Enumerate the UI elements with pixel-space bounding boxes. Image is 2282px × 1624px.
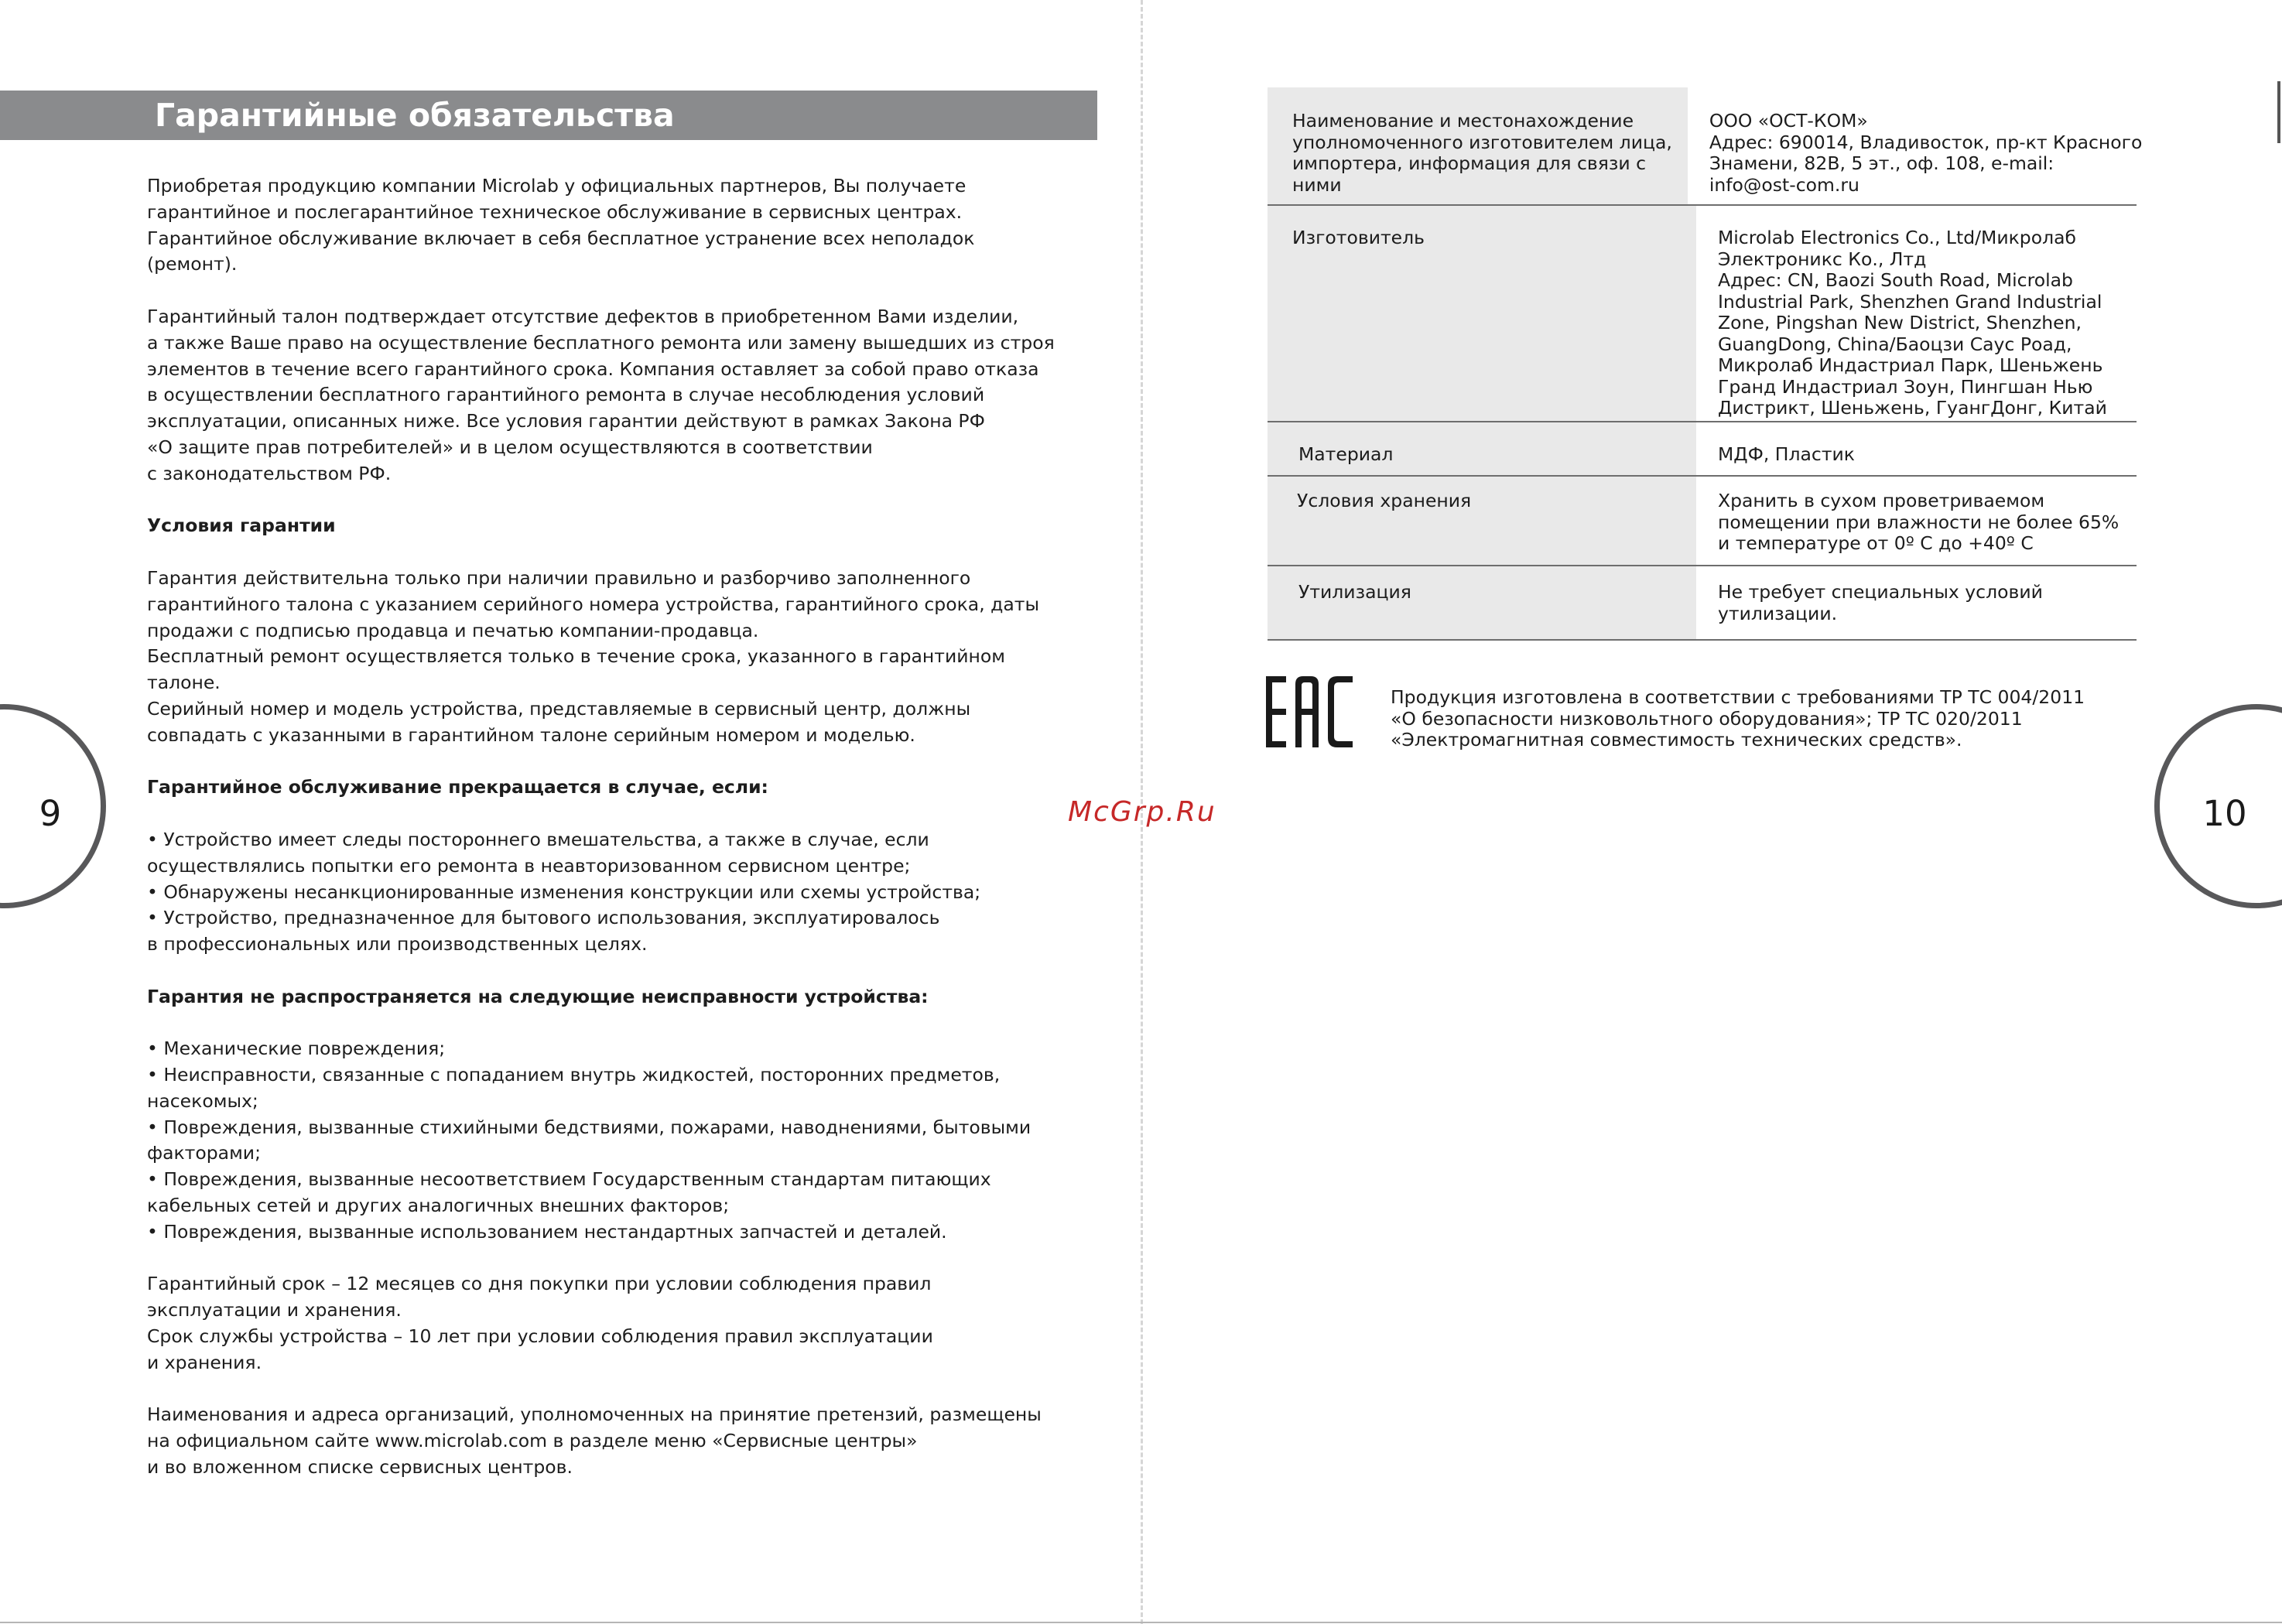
paragraph [147,566,1040,749]
text-line: Industrial Park, Shenzhen Grand Industrial [1718,290,2102,313]
eac-compliance-statement [1391,687,2133,751]
text-line: Адрес: CN, Baozi South Road, Microlab [1718,269,2073,291]
text-line: Электроникс Ко., Лтд [1718,248,1927,270]
table-label-cell [1268,206,1696,421]
row-material [1268,422,2137,477]
text-line: Дистрикт, Шеньжень, ГуангДонг, Китай [1718,397,2107,419]
text-line: Гарантия не распространяется на следующие неисправности устройства: [147,985,929,1007]
table-value-cell [1696,477,2137,565]
text-line: Приобретая продукцию компании Microlab у официальных партнеров, Вы получаете [147,175,967,197]
paragraph [147,1036,1037,1245]
page-number-left: 9 [39,793,62,834]
text-line: элементов в течение всего гарантийного срока. Компания оставляет за собой право отказа [147,357,1039,380]
text-line: • Механические повреждения; [147,1038,446,1060]
text-line: насекомых; [147,1089,258,1112]
product-info-table [1268,87,2143,641]
text-line: Гарантийное обслуживание прекращается в случае, если: [147,776,768,798]
text-line: ООО «ОСТ-КОМ» [1709,110,1868,132]
text-line: ними [1292,173,1342,196]
text-line: • Повреждения, вызванные стихийными бедствиями, пожарами, наводнениями, бытовыми [147,1116,1032,1138]
text-line: Материал [1298,443,1394,465]
text-line: Microlab Electronics Co., Ltd/Микролаб [1718,227,2076,248]
text-line: в осуществлении бесплатного гарантийного ремонта в случае несоблюдения условий [147,384,985,406]
edge-mark [2277,81,2280,143]
text-line: Адрес: 690014, Владивосток, пр-кт Красного [1709,131,2143,153]
text-line: факторами; [147,1142,261,1164]
text-line: и хранения. [147,1351,262,1373]
text-line: • Повреждения, вызванные несоответствием Государственным стандартам питающих [147,1168,991,1191]
text-line: в профессиональных или производственных целях. [147,933,648,956]
paragraph [147,1271,1037,1376]
text-line: осуществлялись попытки его ремонта в неавторизованном сервисном центре; [147,854,911,877]
table-label-cell [1268,566,1696,639]
text-line: info@ost-com.ru [1709,173,1859,196]
table-value-cell [1696,566,2137,639]
text-line: импортера, информация для связи с [1292,152,1647,174]
text-line: а также Ваше право на осуществление бесплатного ремонта или замену вышедших из строя [147,331,1055,354]
section-title: Гарантийные обязательства [155,97,675,134]
paragraph [147,827,1037,958]
text-line: «О защите прав потребителей» и в целом осуществляются в соответствии [147,436,873,458]
table-label-cell [1268,422,1696,475]
section-subheading [147,984,1037,1010]
watermark-link[interactable]: McGrp.Ru [1068,796,1216,828]
text-line: продажи с подписью продавца и печатью компании-продавца. [147,619,759,641]
text-line: Срок службы устройства – 10 лет при условии соблюдения правил эксплуатации [147,1325,933,1348]
text-line: Наименование и местонахождение [1292,110,1634,132]
text-line: Условия хранения [1297,490,1472,511]
table-value-cell [1696,422,2137,475]
text-line: на официальном сайте www.microlab.com в разделе меню «Сервисные центры» [147,1430,918,1452]
table-value-cell [1688,87,2143,204]
text-line: гарантийное и послегарантийное техническое обслуживание в сервисных центрах. [147,200,963,223]
bottom-rule [0,1622,2282,1623]
text-line: Продукция изготовлена в соответствии с требованиями ТР ТС 004/2011 [1391,686,2085,708]
text-line: Гарантийный срок – 12 месяцев со дня покупки при условии соблюдения правил [147,1273,932,1295]
text-line: • Обнаружены несанкционированные изменения конструкции или схемы устройства; [147,880,981,903]
section-subheading [147,774,1037,801]
row-storage-conditions [1268,477,2137,566]
text-line: «Электромагнитная совместимость технических средств». [1391,729,1962,750]
table-label-cell [1268,87,1688,204]
text-line: • Устройство, предназначенное для бытового использования, эксплуатировалось [147,907,940,929]
text-line: гарантийного талона с указанием серийного номера устройства, гарантийного срока, даты [147,593,1040,615]
text-line: Хранить в сухом проветриваемом [1718,490,2045,511]
text-line: Микролаб Индастриал Парк, Шеньжень [1718,354,2103,376]
text-line: МДФ, Пластик [1718,443,1855,465]
text-line: кабельных сетей и других аналогичных внешних факторов; [147,1195,730,1217]
paragraph [147,304,1055,487]
text-line: (ремонт). [147,253,238,275]
text-line: помещении при влажности не более 65% [1718,511,2119,533]
paragraph [147,1402,1042,1480]
text-line: Знамени, 82В, 5 эт., оф. 108, e-mail: [1709,152,2054,174]
text-line: уполномоченного изготовителем лица, [1292,131,1672,153]
text-line: утилизации. [1718,602,1838,624]
text-line: эксплуатации и хранения. [147,1299,402,1321]
text-line: Zone, Pingshan New District, Shenzhen, [1718,312,2082,333]
text-line: Изготовитель [1292,227,1425,248]
paragraph [147,173,1037,278]
text-line: • Неисправности, связанные с попаданием внутрь жидкостей, посторонних предметов, [147,1064,1001,1086]
eac-logo-icon [1266,676,1353,747]
text-line: Гарантийный талон подтверждает отсутствие дефектов в приобретенном Вами изделии, [147,305,1019,327]
text-line: Бесплатный ремонт осуществляется только в течение срока, указанного в гарантийном [147,645,1005,668]
text-line: Условия гарантии [147,515,336,537]
text-line: Гранд Индастриал Зоун, Пингшан Нью [1718,375,2093,398]
row-disposal [1268,566,2137,641]
text-line: совпадать с указанными в гарантийном талоне серийным номером и моделью. [147,723,915,746]
table-label-cell [1268,477,1696,565]
text-line: и температуре от 0º С до +40º С [1718,532,2034,554]
warranty-body-text [147,173,1055,1507]
text-line: Не требует специальных условий [1718,581,2043,603]
row-manufacturer [1268,206,2137,422]
text-line: Утилизация [1298,581,1411,603]
section-header-band [0,91,1097,140]
text-line: «О безопасности низковольтного оборудования»; ТР ТС 020/2011 [1391,707,2023,730]
text-line: Гарантия действительна только при наличии правильно и разборчиво заполненного [147,566,971,589]
text-line: Наименования и адреса организаций, уполномоченных на принятие претензий, размещены [147,1403,1042,1426]
text-line: GuangDong, China/Баоцзи Саус Роад, [1718,333,2072,355]
text-line: Гарантийное обслуживание включает в себя бесплатное устранение всех неполадок [147,227,975,249]
row-authorized-representative [1268,87,2143,206]
text-line: Серийный номер и модель устройства, представляемые в сервисный центр, должны [147,697,971,720]
text-line: с законодательством РФ. [147,462,392,484]
text-line: талоне. [147,672,221,694]
text-line: и во вложенном списке сервисных центров. [147,1456,573,1479]
text-line: эксплуатации, описанных ниже. Все условия гарантии действуют в рамках Закона РФ [147,410,985,432]
section-subheading [147,513,1037,539]
text-line: • Повреждения, вызванные использованием нестандартных запчастей и деталей. [147,1220,947,1243]
text-line: • Устройство имеет следы постороннего вмешательства, а также в случае, если [147,828,929,850]
table-value-cell [1696,206,2137,421]
page-number-right: 10 [2202,793,2247,834]
